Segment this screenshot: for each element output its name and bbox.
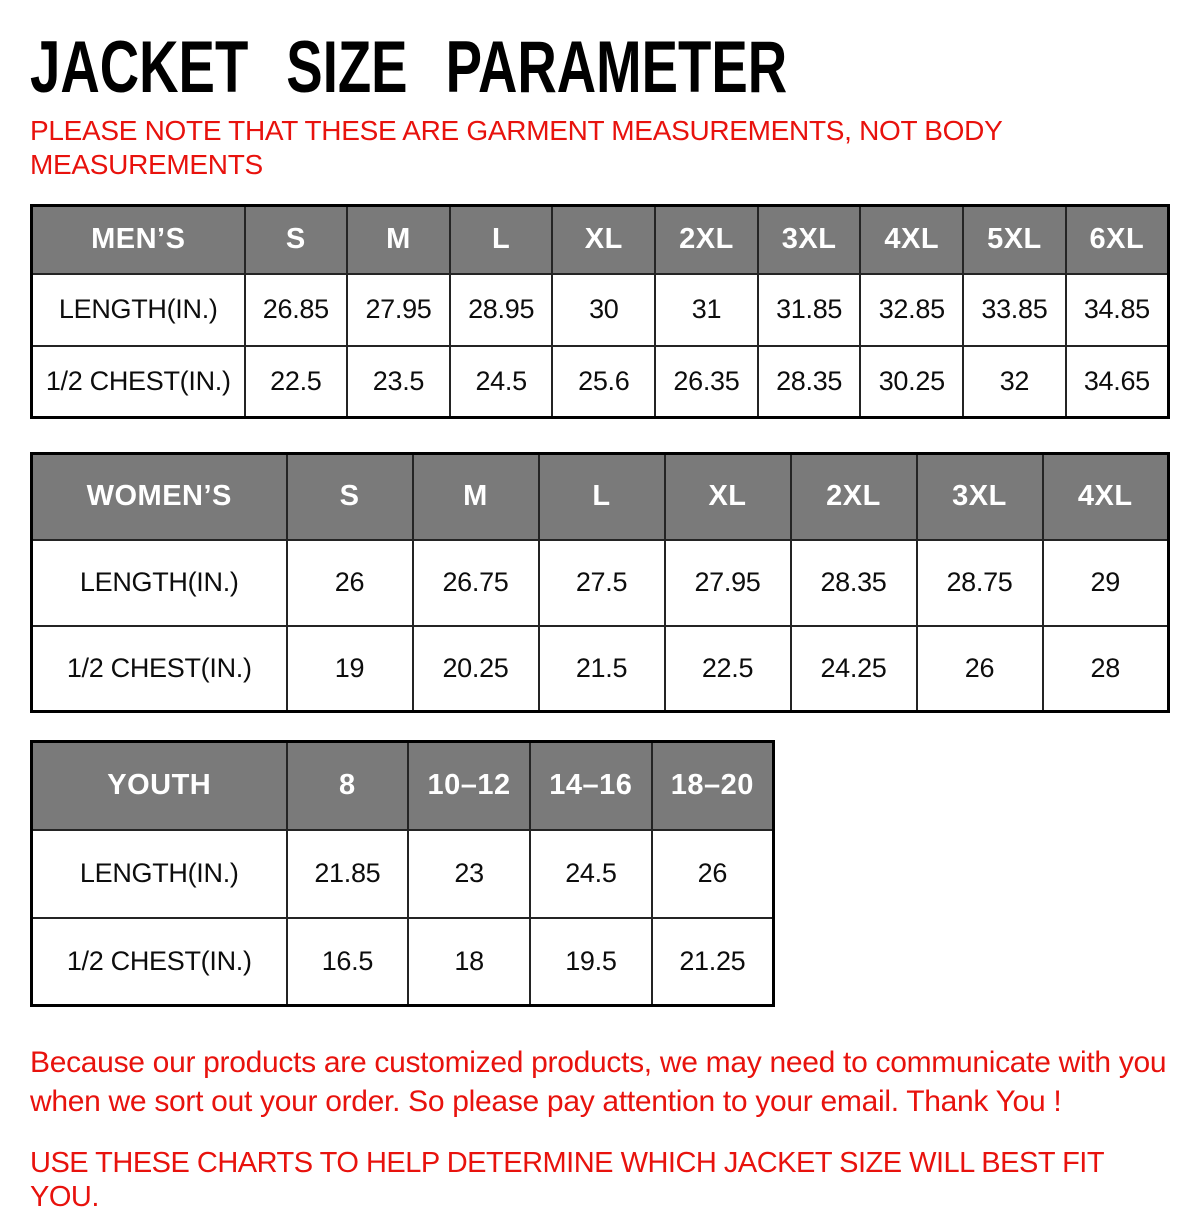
value-cell: 29 [1043, 540, 1169, 626]
size-header-cell: M [413, 454, 539, 540]
size-header-cell: 4XL [860, 206, 963, 274]
size-header-cell: 2XL [655, 206, 758, 274]
value-cell: 24.5 [450, 346, 553, 418]
notice-line-1: Because our products are customized products, we may need to communicate with you [30, 1046, 1167, 1079]
table-row [32, 346, 1169, 418]
notice-line-2: when we sort out your order. So please pay attention to your email. Thank You ! [30, 1085, 1062, 1118]
value-cell: 21.85 [287, 830, 409, 918]
value-cell: 26.35 [655, 346, 758, 418]
table-row [32, 830, 774, 918]
youth-size-table [30, 740, 775, 1007]
title-box [30, 26, 1170, 109]
value-cell: 19.5 [530, 918, 652, 1006]
value-cell: 31 [655, 274, 758, 346]
row-label: LENGTH(IN.) [32, 540, 287, 626]
youth-header-row [32, 742, 774, 830]
mens-table-title-cell: MEN’S [32, 206, 245, 274]
womens-table-title-cell: WOMEN’S [32, 454, 287, 540]
value-cell: 34.65 [1066, 346, 1169, 418]
value-cell: 20.25 [413, 626, 539, 712]
customization-notice [30, 1043, 1170, 1121]
value-cell: 21.5 [539, 626, 665, 712]
size-header-cell: L [539, 454, 665, 540]
table-row [32, 274, 1169, 346]
row-label: 1/2 CHEST(IN.) [32, 346, 245, 418]
youth-table-title-cell: YOUTH [32, 742, 287, 830]
row-label: LENGTH(IN.) [32, 274, 245, 346]
table-row [32, 540, 1169, 626]
size-header-cell: 10–12 [408, 742, 530, 830]
page [0, 26, 1200, 1214]
row-label: 1/2 CHEST(IN.) [32, 918, 287, 1006]
value-cell: 33.85 [963, 274, 1066, 346]
value-cell: 26 [652, 830, 774, 918]
value-cell: 31.85 [758, 274, 861, 346]
mens-header-row [32, 206, 1169, 274]
size-header-cell: M [347, 206, 450, 274]
value-cell: 28 [1043, 626, 1169, 712]
value-cell: 25.6 [552, 346, 655, 418]
table-row [32, 918, 774, 1006]
size-header-cell: 18–20 [652, 742, 774, 830]
womens-header-row [32, 454, 1169, 540]
size-header-cell: 6XL [1066, 206, 1169, 274]
size-header-cell: L [450, 206, 553, 274]
value-cell: 22.5 [665, 626, 791, 712]
page-title: JACKET SIZE PARAMETER [30, 27, 788, 109]
value-cell: 28.75 [917, 540, 1043, 626]
value-cell: 32.85 [860, 274, 963, 346]
size-header-cell: XL [552, 206, 655, 274]
value-cell: 26 [287, 540, 413, 626]
value-cell: 34.85 [1066, 274, 1169, 346]
chart-usage-tip: USE THESE CHARTS TO HELP DETERMINE WHICH JACKET SIZE WILL BEST FIT YOU. [30, 1147, 1104, 1213]
mens-size-table [30, 204, 1170, 419]
note-line-2: MEASUREMENTS [30, 149, 263, 180]
value-cell: 28.95 [450, 274, 553, 346]
table-row [32, 626, 1169, 712]
value-cell: 18 [408, 918, 530, 1006]
value-cell: 23.5 [347, 346, 450, 418]
size-header-cell: S [245, 206, 348, 274]
value-cell: 26.75 [413, 540, 539, 626]
value-cell: 26 [917, 626, 1043, 712]
note-line-1: PLEASE NOTE THAT THESE ARE GARMENT MEASUREMENTS, NOT BODY [30, 115, 1003, 146]
garment-measurement-note [30, 114, 1170, 182]
womens-size-table [30, 452, 1170, 713]
size-header-cell: 5XL [963, 206, 1066, 274]
size-header-cell: 3XL [758, 206, 861, 274]
value-cell: 32 [963, 346, 1066, 418]
value-cell: 27.95 [665, 540, 791, 626]
size-header-cell: 4XL [1043, 454, 1169, 540]
size-header-cell: 14–16 [530, 742, 652, 830]
value-cell: 30.25 [860, 346, 963, 418]
value-cell: 21.25 [652, 918, 774, 1006]
value-cell: 30 [552, 274, 655, 346]
value-cell: 27.95 [347, 274, 450, 346]
value-cell: 24.5 [530, 830, 652, 918]
value-cell: 22.5 [245, 346, 348, 418]
value-cell: 28.35 [791, 540, 917, 626]
row-label: 1/2 CHEST(IN.) [32, 626, 287, 712]
size-header-cell: 2XL [791, 454, 917, 540]
value-cell: 23 [408, 830, 530, 918]
size-header-cell: 3XL [917, 454, 1043, 540]
size-header-cell: XL [665, 454, 791, 540]
value-cell: 27.5 [539, 540, 665, 626]
value-cell: 19 [287, 626, 413, 712]
size-header-cell: 8 [287, 742, 409, 830]
row-label: LENGTH(IN.) [32, 830, 287, 918]
value-cell: 26.85 [245, 274, 348, 346]
value-cell: 24.25 [791, 626, 917, 712]
size-header-cell: S [287, 454, 413, 540]
value-cell: 28.35 [758, 346, 861, 418]
value-cell: 16.5 [287, 918, 409, 1006]
